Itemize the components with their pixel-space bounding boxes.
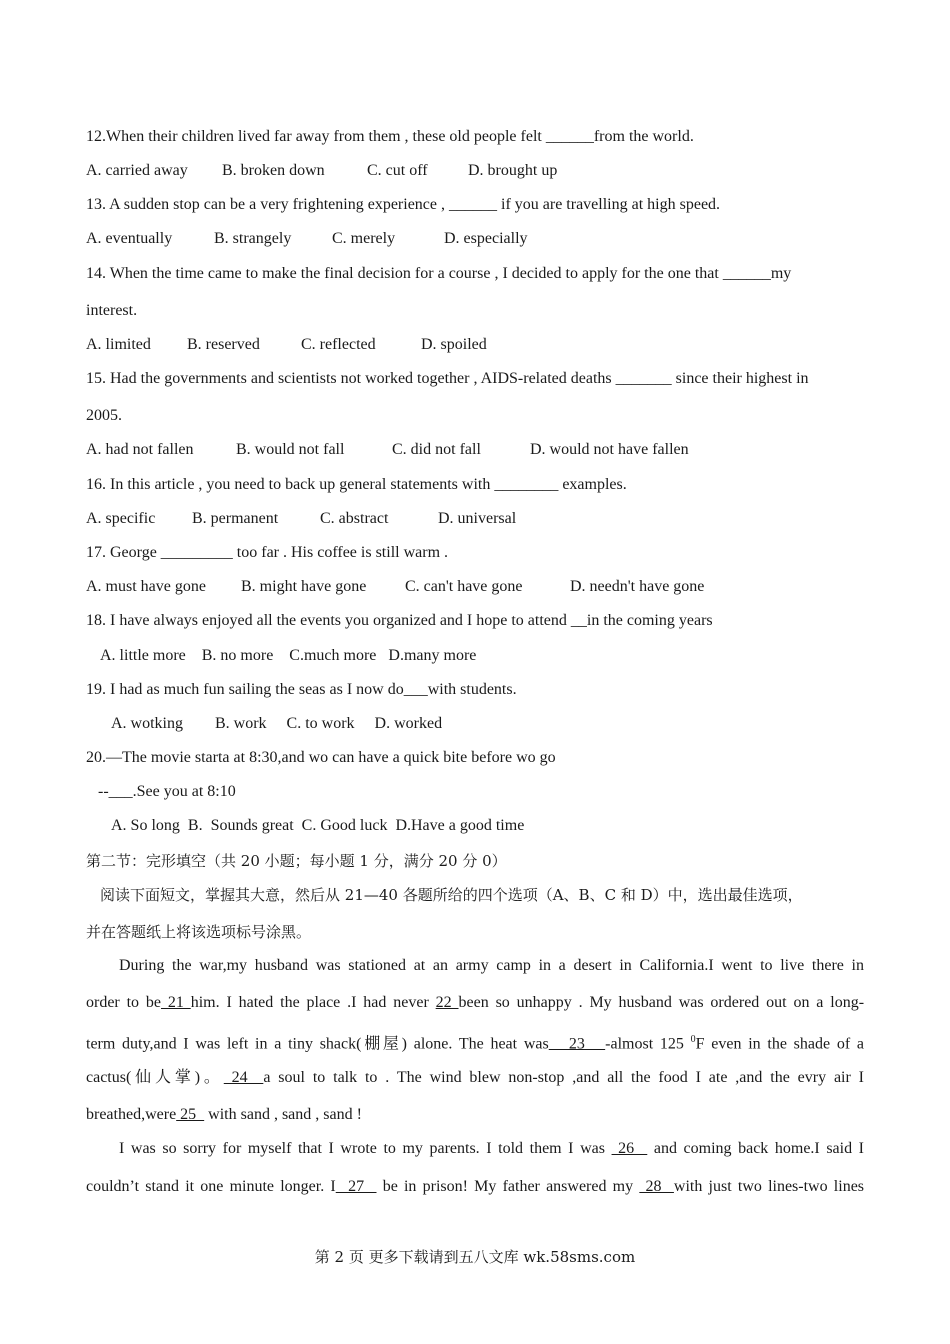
blank-27: 27: [335, 1178, 377, 1195]
blank-24: 24: [223, 1069, 264, 1086]
blank-25: 25: [176, 1106, 205, 1123]
question-16-stem: 16. In this article , you need to back up general statements with ________ examples.: [86, 476, 627, 493]
option-a: A. specific: [86, 510, 156, 527]
blank-21: 21: [161, 994, 191, 1011]
passage-line: breathed,were 25 with sand , sand , sand !: [86, 1106, 362, 1123]
question-18-options: A. little more B. no more C.much more D.many more: [100, 647, 477, 664]
option-a: A. limited: [86, 336, 151, 353]
option-b: B. strangely: [214, 230, 292, 247]
option-c: C. did not fall: [392, 441, 481, 458]
passage-line: couldn’t stand it one minute longer. I 27 be in prison! My father answered my 28 with just two lines-two lines: [86, 1178, 865, 1195]
passage-line: term duty,and I was left in a tiny shack(棚屋) alone. The heat was 23 -almost 125 $^0$F even in the shade of a: [86, 1034, 865, 1053]
passage-line: During the war,my husband was stationed at an army camp in a desert in California.I went to live there in: [119, 957, 864, 974]
blank-23: 23: [548, 1035, 606, 1053]
question-18-stem: 18. I have always enjoyed all the events you organized and I hope to attend __in the coming years: [86, 612, 713, 629]
passage-line: order to be 21 him. I hated the place .I had never 22 been so unhappy . My husband was ordered out on a long-: [86, 994, 865, 1011]
option-b: B. would not fall: [236, 441, 345, 458]
option-b: B. broken down: [222, 162, 325, 179]
option-c: C. reflected: [301, 336, 376, 353]
question-20-options: A. So long B. Sounds great C. Good luck D.Have a good time: [111, 817, 525, 834]
question-20-reply: --___.See you at 8:10: [98, 783, 236, 800]
blank-28: 28: [639, 1178, 674, 1195]
section-instruction-cont: 并在答题纸上将该选项标号涂黑。: [86, 923, 312, 941]
option-b: B. might have gone: [241, 578, 367, 595]
question-14-stem: 14. When the time came to make the final decision for a course , I decided to apply for the one that ______my: [86, 265, 792, 282]
question-20-stem: 20.—The movie starta at 8:30,and wo can have a quick bite before wo go: [86, 749, 556, 766]
blank-26: 26: [611, 1140, 648, 1157]
question-19-options: A. wotking B. work C. to work D. worked: [111, 715, 443, 732]
page-footer: 第 2 页 更多下载请到五八文库 wk.58sms.com: [314, 1248, 636, 1266]
option-c: C. cut off: [367, 162, 428, 179]
question-12-stem: 12.When their children lived far away from them , these old people felt ______from the world.: [86, 128, 694, 145]
section-instruction: 阅读下面短文，掌握其大意，然后从 21—40 各题所给的四个选项（A、B、C 和 D）中，选出最佳选项，: [100, 886, 803, 904]
option-a: A. carried away: [86, 162, 188, 179]
option-d: D. spoiled: [421, 336, 487, 353]
question-14-stem-cont: interest.: [86, 302, 138, 319]
option-a: A. must have gone: [86, 578, 206, 595]
option-d: D. especially: [444, 230, 528, 247]
question-15-stem: 15. Had the governments and scientists not worked together , AIDS-related deaths _______ since their highest in: [86, 370, 809, 387]
option-d: D. would not have fallen: [530, 441, 689, 458]
question-19-stem: 19. I had as much fun sailing the seas as I now do___with students.: [86, 681, 517, 698]
option-b: B. reserved: [187, 336, 260, 353]
option-d: D. needn't have gone: [570, 578, 705, 595]
option-b: B. permanent: [192, 510, 279, 527]
option-d: D. brought up: [468, 162, 558, 179]
degree-superscript: 0: [690, 1034, 696, 1045]
option-d: D. universal: [438, 510, 517, 527]
passage-line: I was so sorry for myself that I wrote to my parents. I told them I was 26 and coming back home.I said I: [119, 1140, 864, 1157]
question-13-stem: 13. A sudden stop can be a very frightening experience , ______ if you are travelling at high speed.: [86, 196, 721, 213]
option-a: A. eventually: [86, 230, 173, 247]
blank-22: 22: [435, 994, 459, 1011]
passage-line: cactus(仙人掌)。 24 a soul to talk to . The wind blew non-stop ,and all the food I ate ,and the evry air I: [86, 1069, 865, 1086]
option-a: A. had not fallen: [86, 441, 194, 458]
option-c: C. merely: [332, 230, 396, 247]
option-c: C. can't have gone: [405, 578, 523, 595]
section-heading: 第二节：完形填空（共 20 小题；每小题 1 分，满分 20 分 0）: [86, 852, 507, 870]
option-c: C. abstract: [320, 510, 389, 527]
question-15-stem-cont: 2005.: [86, 407, 122, 424]
question-17-stem: 17. George _________ too far . His coffee is still warm .: [86, 544, 449, 561]
